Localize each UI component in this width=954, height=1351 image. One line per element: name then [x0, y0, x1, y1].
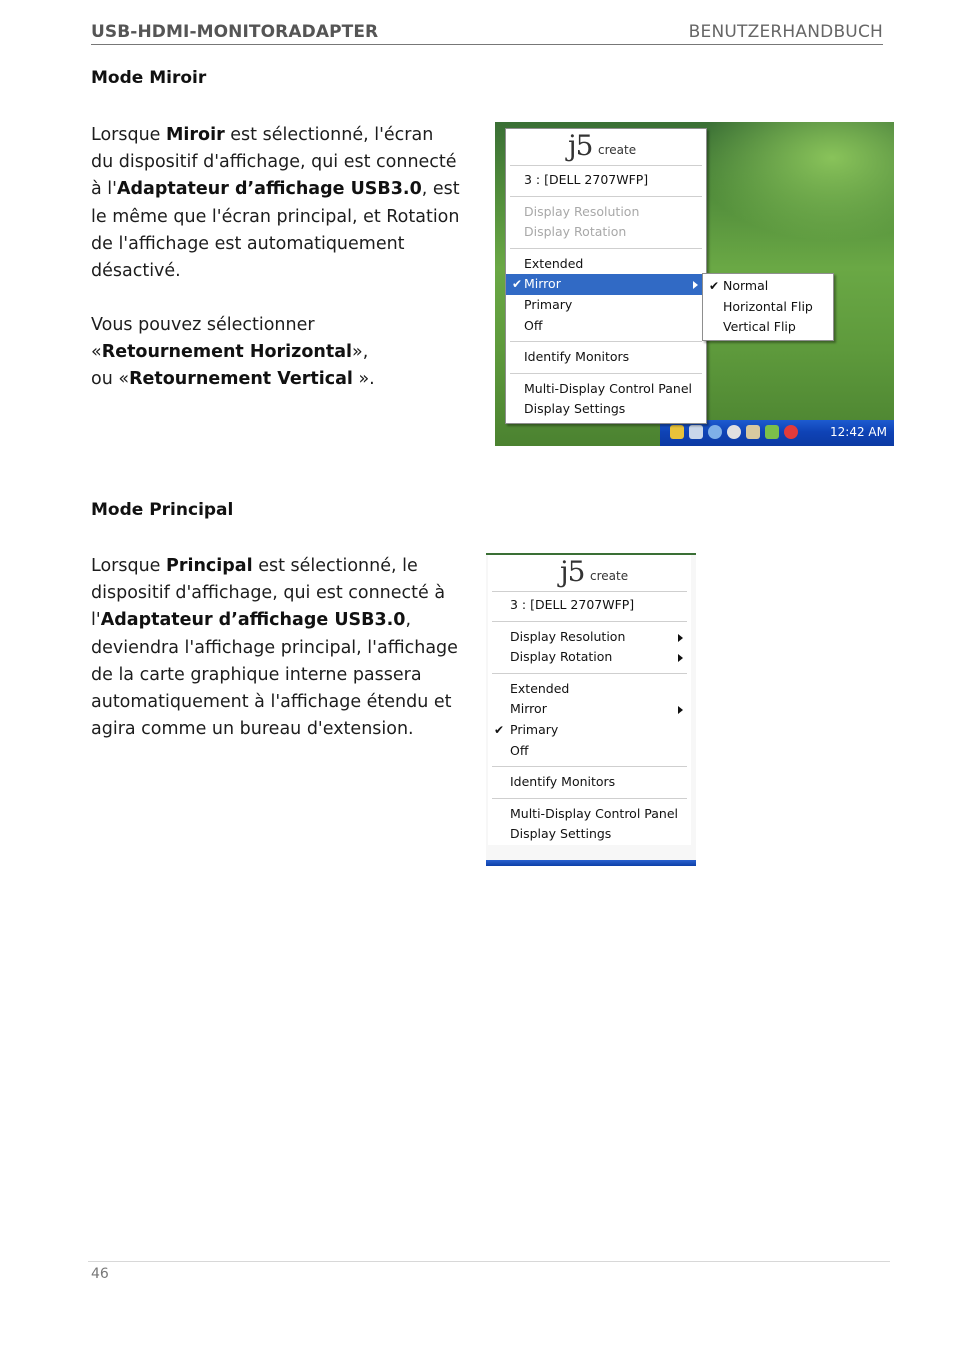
menu-separator — [492, 673, 687, 674]
header-divider — [91, 44, 883, 45]
j5-context-menu-primary — [488, 555, 691, 845]
primary-menu-screenshot — [486, 553, 696, 866]
text-run: Vous pouvez sélectionner « — [91, 315, 315, 363]
section-title-primary: Mode Principal — [91, 500, 234, 520]
bold-run: Retournement Horizontal — [101, 342, 353, 363]
submenu-item-normal[interactable] — [703, 276, 833, 297]
menu-separator — [492, 798, 687, 799]
text-run: Lorsque — [91, 556, 166, 576]
menu-item-monitor[interactable]: 3 : [DELL 2707WFP] — [510, 597, 635, 612]
check-icon: ✔ — [709, 279, 720, 293]
bold-run: Miroir — [166, 125, 225, 145]
mirror-paragraph — [91, 122, 461, 285]
submenu-item-vertical-flip[interactable]: Vertical Flip — [723, 319, 796, 335]
check-icon: ✔ — [494, 722, 505, 737]
desktop-wallpaper — [694, 122, 894, 242]
mirror-description — [91, 122, 461, 285]
page-number: 46 — [91, 1266, 109, 1282]
menu-item-mirror[interactable] — [506, 274, 706, 295]
bold-run: Adaptateur d’affichage USB3.0 — [116, 179, 422, 200]
mirror-menu-screenshot — [495, 122, 894, 446]
submenu-arrow-icon — [678, 654, 683, 662]
check-icon: ✔ — [512, 277, 523, 292]
menu-item-extended[interactable]: Extended — [510, 680, 570, 696]
submenu-item-label: Normal — [723, 278, 769, 293]
bold-run: Retournement Vertical — [129, 369, 353, 390]
text-run: », ou « — [91, 342, 369, 390]
submenu-arrow-icon — [693, 281, 698, 289]
menu-separator — [492, 766, 687, 767]
menu-item-label: Mirror — [524, 276, 561, 292]
submenu-arrow-icon — [678, 706, 683, 714]
menu-item-display-settings[interactable]: Display Settings — [524, 401, 626, 417]
j5create-logo — [492, 555, 687, 592]
menu-separator — [510, 196, 702, 197]
text-run: , est le même que l'écran principal, et Rotation de l'affichage est automatiquement désactivé. — [91, 179, 460, 282]
submenu-arrow-icon — [678, 634, 683, 642]
mirror-submenu — [702, 273, 834, 341]
clock-app-icon[interactable] — [727, 425, 741, 439]
flip-options-description — [91, 312, 391, 394]
text-run: est sélectionné, le dispositif d'affichage, qui est connecté à l' — [91, 556, 446, 631]
j5create-logo — [510, 129, 702, 166]
menu-item-primary[interactable]: Primary — [524, 296, 573, 312]
bold-run: Principal — [166, 556, 253, 576]
menu-item-off[interactable]: Off — [510, 742, 529, 758]
menu-item-label: Mirror — [510, 701, 547, 717]
submenu-item-horizontal-flip[interactable]: Horizontal Flip — [723, 298, 813, 314]
header-manual-label: BENUTZERHANDBUCH — [688, 22, 883, 42]
menu-item-primary[interactable] — [488, 720, 691, 741]
primary-description — [91, 553, 461, 743]
menu-item-multi-display-control-panel[interactable]: Multi-Display Control Panel — [510, 805, 678, 821]
menu-item-label: Primary — [510, 721, 559, 737]
text-run: , deviendra l'affichage principal, l'affichage de la carte graphique interne passera automatiquement à l'affichage étendu et agira comme un bureau d'extension. — [91, 610, 458, 740]
taskbar-edge — [486, 860, 696, 866]
menu-item-extended[interactable]: Extended — [524, 255, 584, 271]
menu-separator — [510, 373, 702, 374]
speaker-icon[interactable] — [746, 425, 760, 439]
menu-separator — [510, 341, 702, 342]
taskbar-clock[interactable]: 12:42 AM — [830, 425, 887, 439]
section-title-mirror: Mode Miroir — [91, 68, 207, 88]
menu-item-off[interactable]: Off — [524, 317, 543, 333]
logo-create: create — [598, 143, 637, 157]
logo-j5: j5 — [568, 129, 593, 162]
menu-item-identify-monitors[interactable]: Identify Monitors — [510, 774, 616, 790]
text-run: est sélectionné, l'écran du dispositif d'affichage, qui est connecté à l' — [91, 125, 457, 200]
menu-separator — [510, 248, 702, 249]
menu-item-multi-display-control-panel[interactable]: Multi-Display Control Panel — [524, 380, 692, 396]
menu-item-label: Display Resolution — [510, 628, 626, 644]
menu-item-display-rotation[interactable] — [488, 647, 691, 668]
nvidia-icon[interactable] — [765, 425, 779, 439]
logo-j5: j5 — [560, 555, 585, 588]
menu-item-display-settings[interactable]: Display Settings — [510, 826, 612, 842]
monitor-icon[interactable] — [689, 425, 703, 439]
header-title: USB-HDMI-MONITORADAPTER — [91, 22, 379, 42]
footer-divider — [88, 1261, 890, 1262]
menu-item-display-rotation[interactable]: Display Rotation — [524, 224, 627, 240]
menu-item-mirror[interactable] — [488, 699, 691, 720]
logo-create: create — [590, 569, 629, 583]
menu-item-display-resolution[interactable] — [488, 627, 691, 648]
bold-run: Adaptateur d’affichage USB3.0 — [100, 610, 406, 631]
text-run: ». — [352, 369, 375, 390]
menu-item-identify-monitors[interactable]: Identify Monitors — [524, 349, 630, 365]
menu-separator — [492, 621, 687, 622]
system-tray — [670, 425, 798, 439]
primary-paragraph — [91, 553, 461, 743]
menu-item-display-resolution[interactable]: Display Resolution — [524, 203, 640, 219]
menu-item-monitor[interactable]: 3 : [DELL 2707WFP] — [524, 172, 649, 187]
text-run: Lorsque — [91, 125, 166, 145]
flip-paragraph — [91, 312, 391, 394]
j5-context-menu — [505, 128, 707, 424]
tray-app-icon[interactable] — [670, 425, 684, 439]
network-icon[interactable] — [708, 425, 722, 439]
menu-item-label: Display Rotation — [510, 649, 613, 665]
security-alert-icon[interactable] — [784, 425, 798, 439]
